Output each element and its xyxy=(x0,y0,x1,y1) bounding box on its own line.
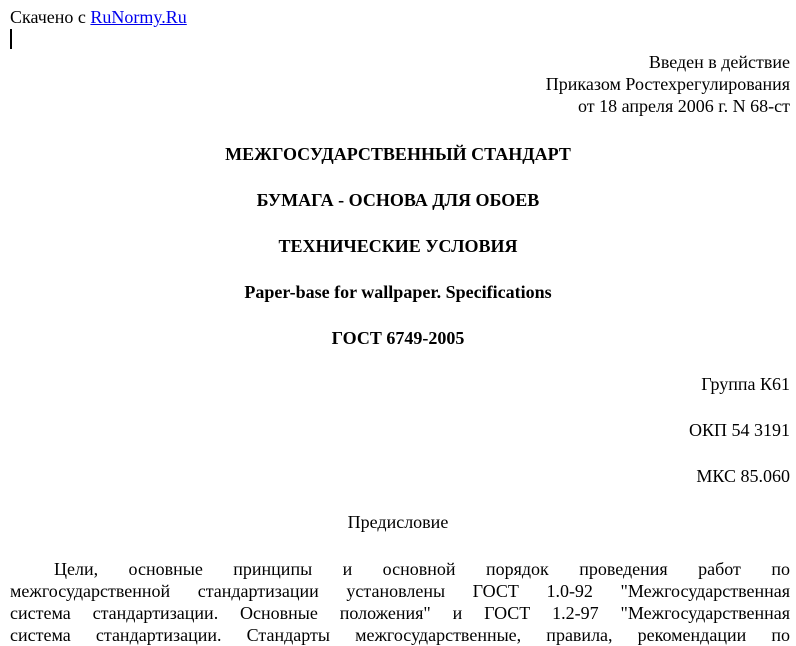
paragraph-line: система стандартизации. Стандарты межгосударственные, правила, рекомендации по xyxy=(10,625,790,645)
source-prefix: Скачено с xyxy=(10,7,91,27)
document-subtitle: ТЕХНИЧЕСКИЕ УСЛОВИЯ xyxy=(278,236,518,256)
document-title: БУМАГА - ОСНОВА ДЛЯ ОБОЕВ xyxy=(256,190,540,210)
classification-mks: МКС 85.060 xyxy=(696,466,790,486)
paragraph-line: межгосударственной стандартизации установлены ГОСТ 1.0-92 "Межгосударственная xyxy=(10,581,790,601)
adoption-note xyxy=(546,51,790,117)
standard-designation: ГОСТ 6749-2005 xyxy=(331,328,465,348)
adoption-line: Введен в действие xyxy=(648,52,790,72)
classification-okp: ОКП 54 3191 xyxy=(688,420,790,440)
source-link[interactable]: RuNormy.Ru xyxy=(90,7,187,27)
standard-type: МЕЖГОСУДАРСТВЕННЫЙ СТАНДАРТ xyxy=(225,144,571,164)
adoption-line: Приказом Ростехрегулирования xyxy=(545,74,790,94)
english-title: Paper-base for wallpaper. Specifications xyxy=(244,282,552,302)
foreword-heading: Предисловие xyxy=(347,512,449,532)
paragraph-line: Цели, основные принципы и основной порядок проведения работ по xyxy=(54,559,790,579)
adoption-line: от 18 апреля 2006 г. N 68-ст xyxy=(578,96,790,116)
classification-group: Группа К61 xyxy=(701,374,790,394)
paragraph-line: система стандартизации. Основные положения" и ГОСТ 1.2-97 "Межгосударственная xyxy=(10,603,790,623)
text-cursor xyxy=(10,29,12,49)
foreword-paragraph xyxy=(10,558,790,646)
source-line xyxy=(10,6,187,28)
